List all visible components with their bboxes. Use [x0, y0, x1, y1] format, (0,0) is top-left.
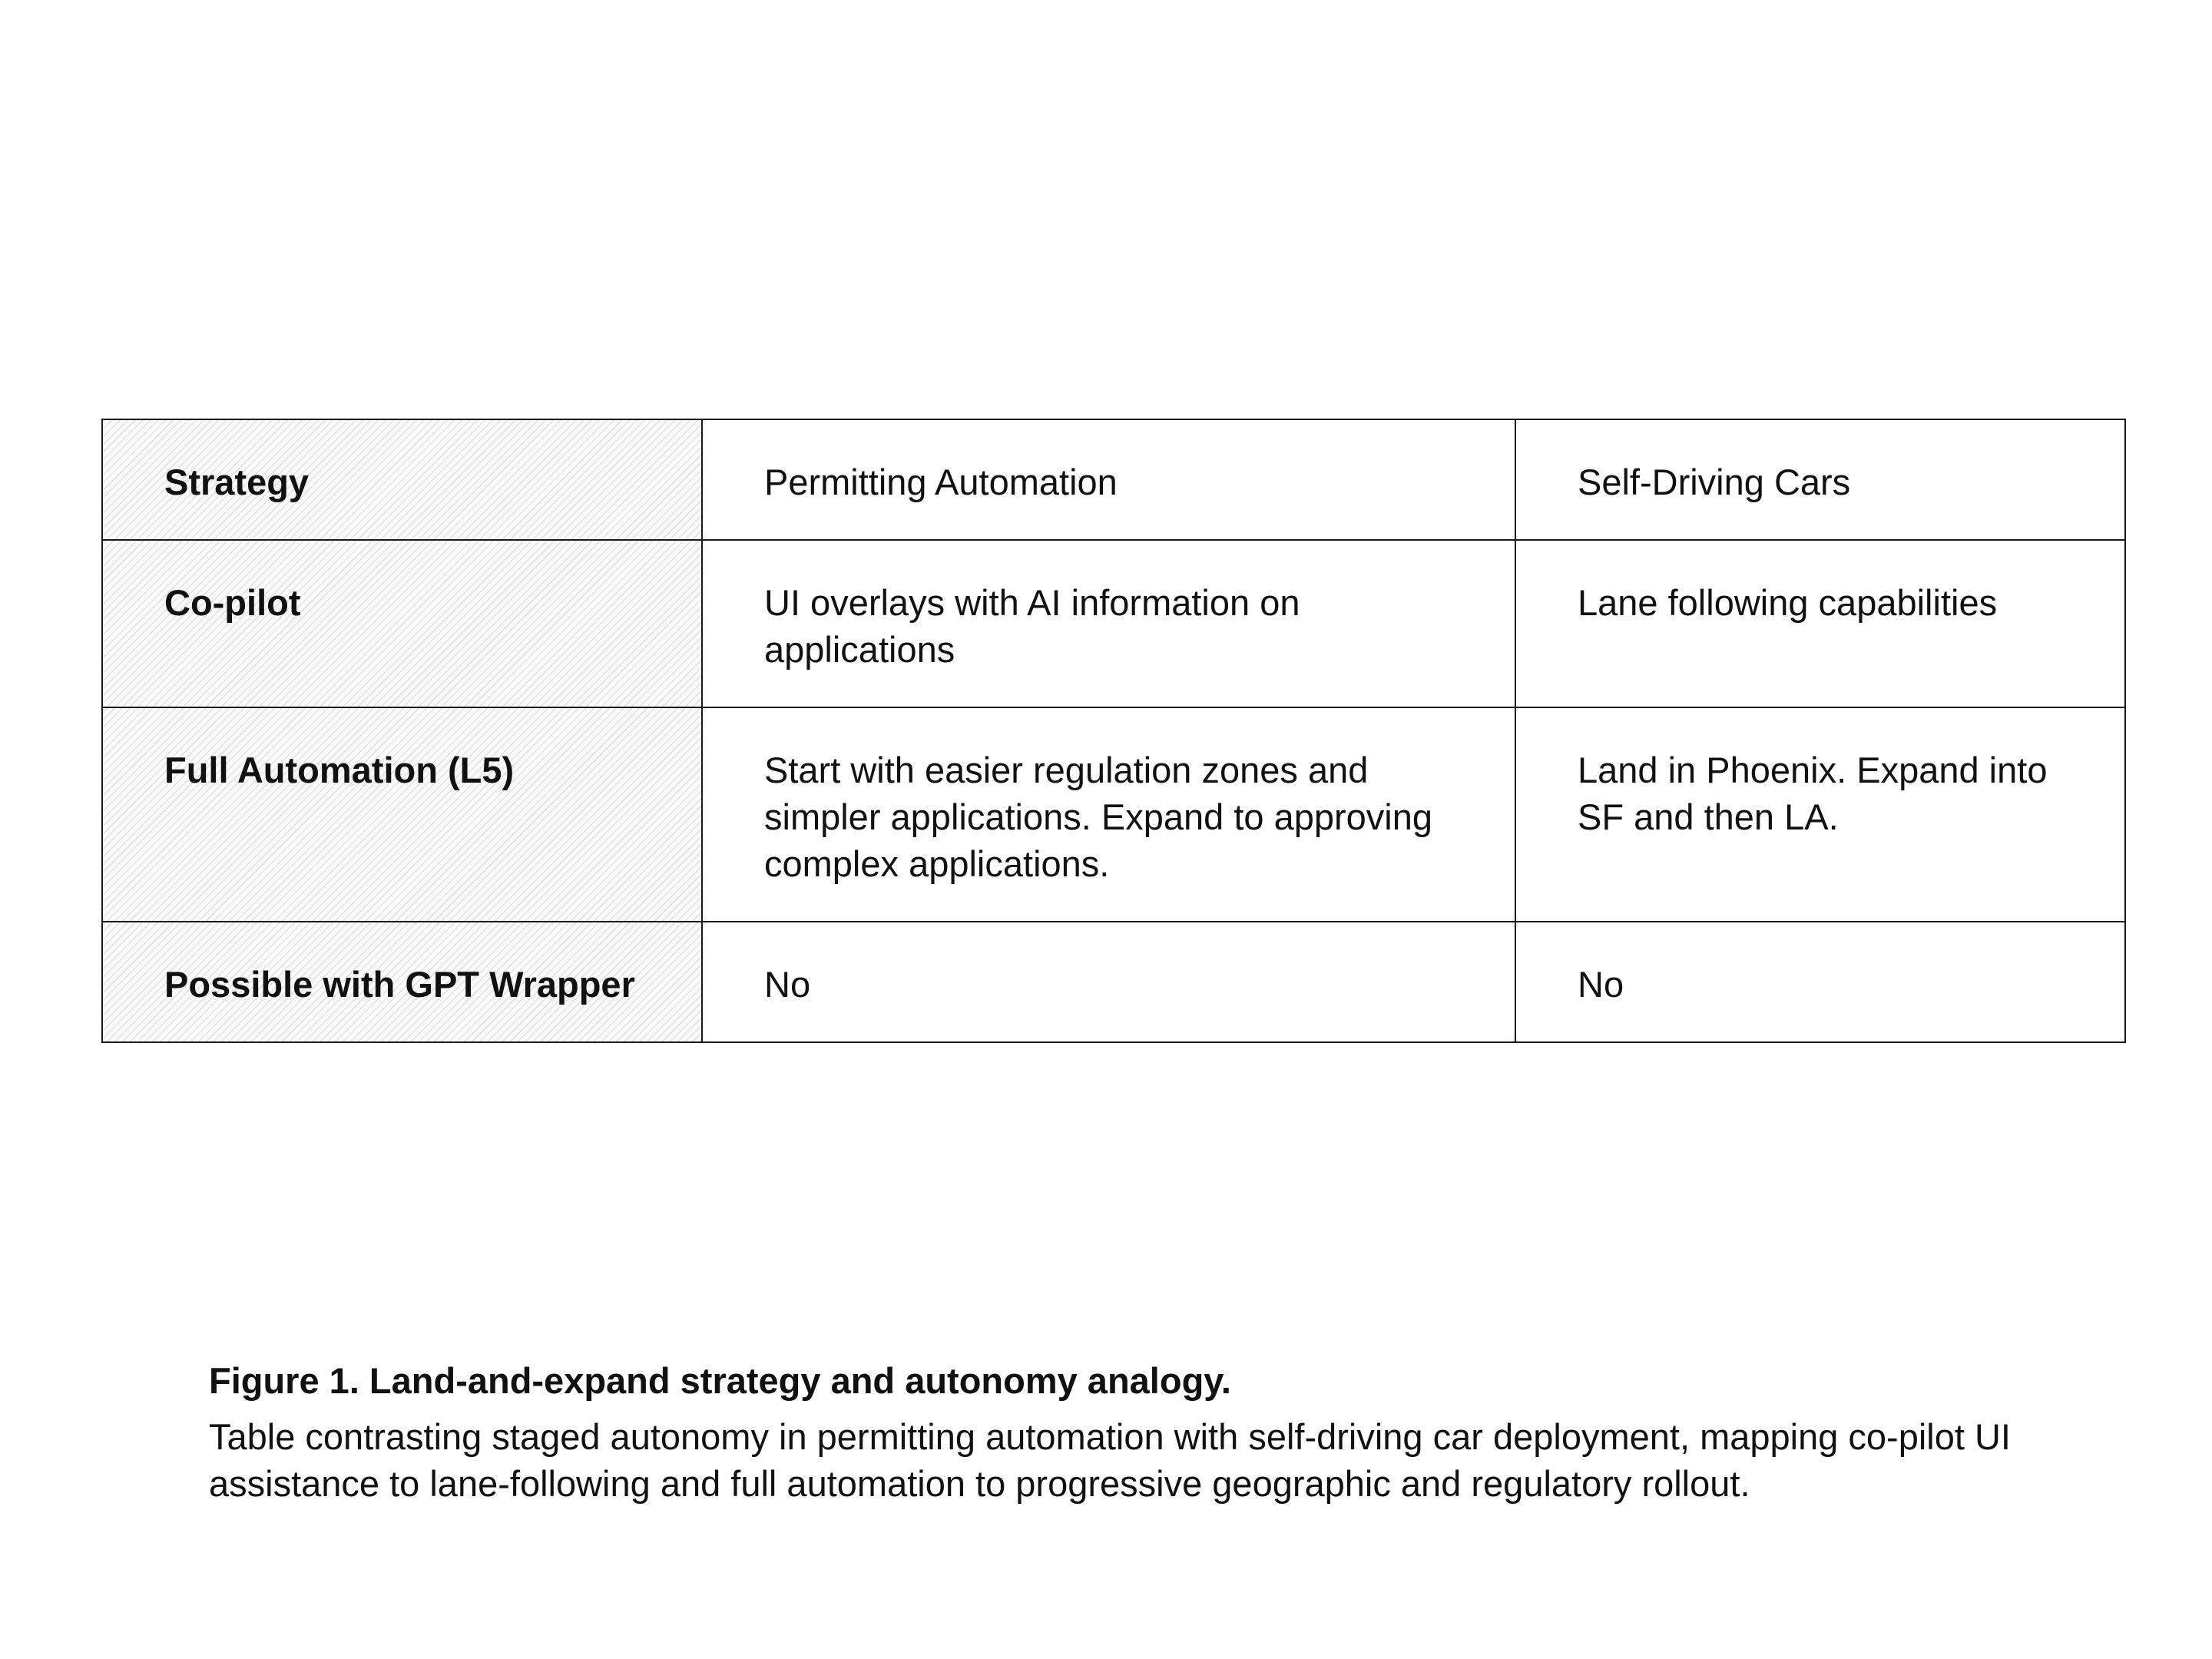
row-header-cell: Possible with GPT Wrapper	[102, 922, 702, 1042]
table-row	[102, 922, 2125, 1042]
table-cell: Permitting Automation	[702, 419, 1515, 540]
table-cell: Start with easier regulation zones and simpler applications. Expand to approving complex applications.	[702, 707, 1515, 922]
table-row	[102, 419, 2125, 540]
row-header-cell: Co-pilot	[102, 540, 702, 707]
table-cell: UI overlays with AI information on applications	[702, 540, 1515, 707]
table-cell: Self-Driving Cars	[1515, 419, 2125, 540]
table-cell: No	[702, 922, 1515, 1042]
comparison-table	[101, 419, 2126, 1043]
caption-body: Table contrasting staged autonomy in permitting automation with self-driving car deployment, mapping co-pilot UI assistance to lane-following and full automation to progressive geographic and regulatory rollout.	[209, 1416, 2011, 1504]
table-cell: Land in Phoenix. Expand into SF and then LA.	[1515, 707, 2125, 922]
row-header-cell: Full Automation (L5)	[102, 707, 702, 922]
table-row	[102, 707, 2125, 922]
table-cell: Lane following capabilities	[1515, 540, 2125, 707]
table-row	[102, 540, 2125, 707]
figure-caption	[209, 1358, 2068, 1507]
caption-title: Figure 1. Land-and-expand strategy and autonomy analogy.	[209, 1360, 1231, 1401]
row-header-cell: Strategy	[102, 419, 702, 540]
table-cell: No	[1515, 922, 2125, 1042]
